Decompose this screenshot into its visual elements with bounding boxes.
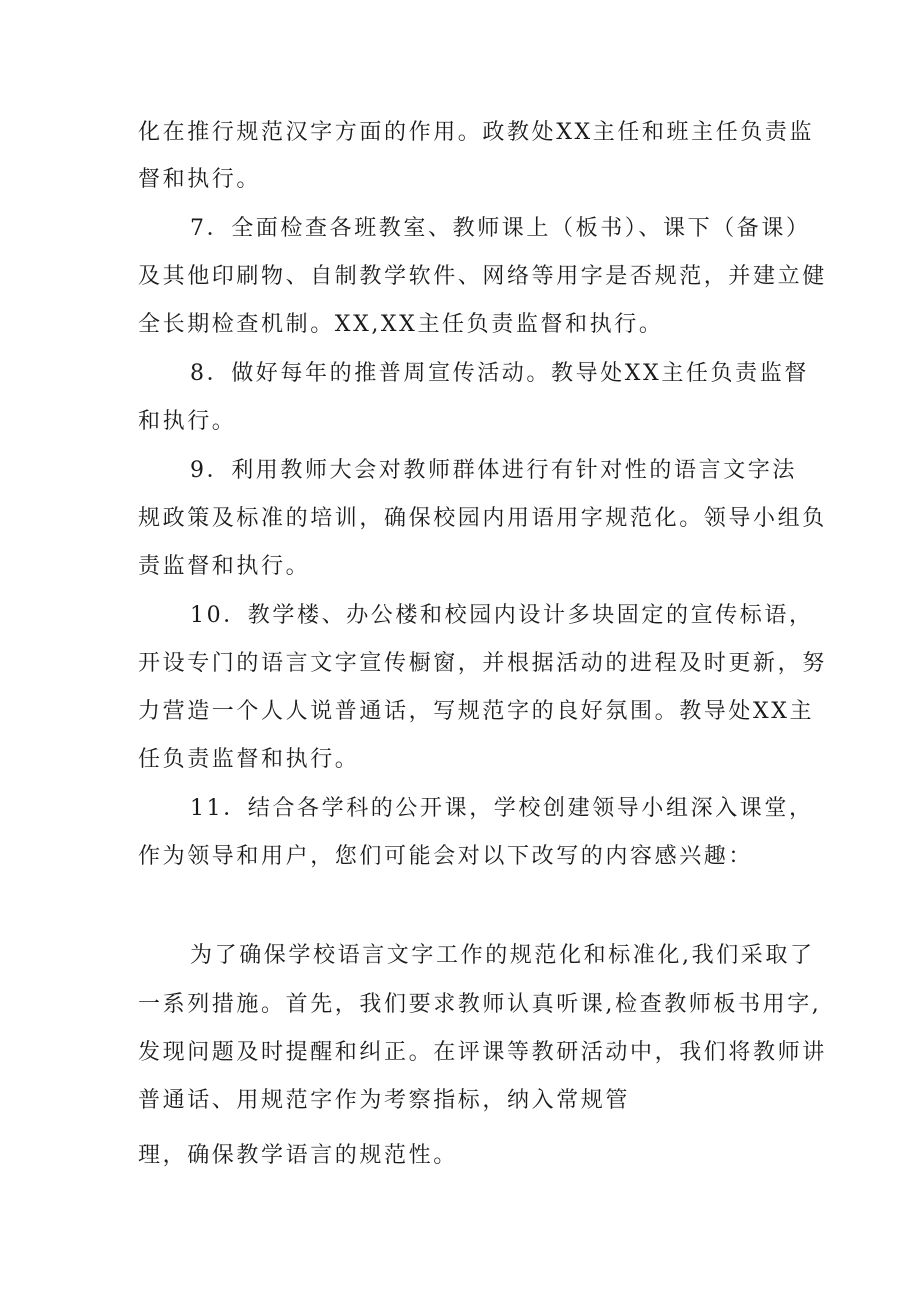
- text-line: 开设专门的语言文字宣传橱窗，并根据活动的进程及时更新，努: [138, 651, 827, 676]
- text-line: 力营造一个人人说普通话，写规范字的良好氛围。教导处XX主: [138, 699, 815, 724]
- text-line: 任负责监督和执行。: [138, 747, 360, 772]
- list-item-11: 11．结合各学科的公开课，学校创建领导小组深入课堂，: [190, 796, 814, 821]
- text-line: 作为领导和用户，您们可能会对以下改写的内容感兴趣：: [138, 844, 754, 869]
- list-item-10: 10．教学楼、办公楼和校园内设计多块固定的宣传标语，: [190, 603, 814, 628]
- text-line: 普通话、用规范字作为考察指标，纳入常规管: [138, 1088, 631, 1113]
- text-line: 发现问题及时提醒和纠正。在评课等教研活动中，我们将教师讲: [138, 1040, 827, 1065]
- text-line: 规政策及标准的培训，确保校园内用语用字规范化。领导小组负: [138, 506, 827, 531]
- text-line: 及其他印刷物、自制教学软件、网络等用字是否规范，并建立健: [138, 264, 827, 289]
- text-line: 和执行。: [138, 409, 237, 434]
- text-line: 化在推行规范汉字方面的作用。政教处XX主任和班主任负责监: [138, 120, 815, 145]
- text-line: 责监督和执行。: [138, 554, 311, 579]
- list-item-9: 9．利用教师大会对教师群体进行有针对性的语言文字法: [190, 458, 797, 483]
- text-line: 督和执行。: [138, 167, 262, 192]
- text-line: 理，确保教学语言的规范性。: [138, 1143, 458, 1168]
- paragraph-start: 为了确保学校语言文字工作的规范化和标准化,我们采取了: [190, 943, 815, 968]
- list-item-8: 8．做好每年的推普周宣传活动。教导处XX主任负责监督: [190, 361, 809, 386]
- text-line: 全长期检查机制。XX,XX主任负责监督和执行。: [138, 312, 664, 337]
- list-item-7: 7．全面检查各班教室、教师课上（板书）、课下（备课）: [190, 216, 811, 241]
- text-line: 一系列措施。首先，我们要求教师认真听课,检查教师板书用字,: [138, 992, 822, 1017]
